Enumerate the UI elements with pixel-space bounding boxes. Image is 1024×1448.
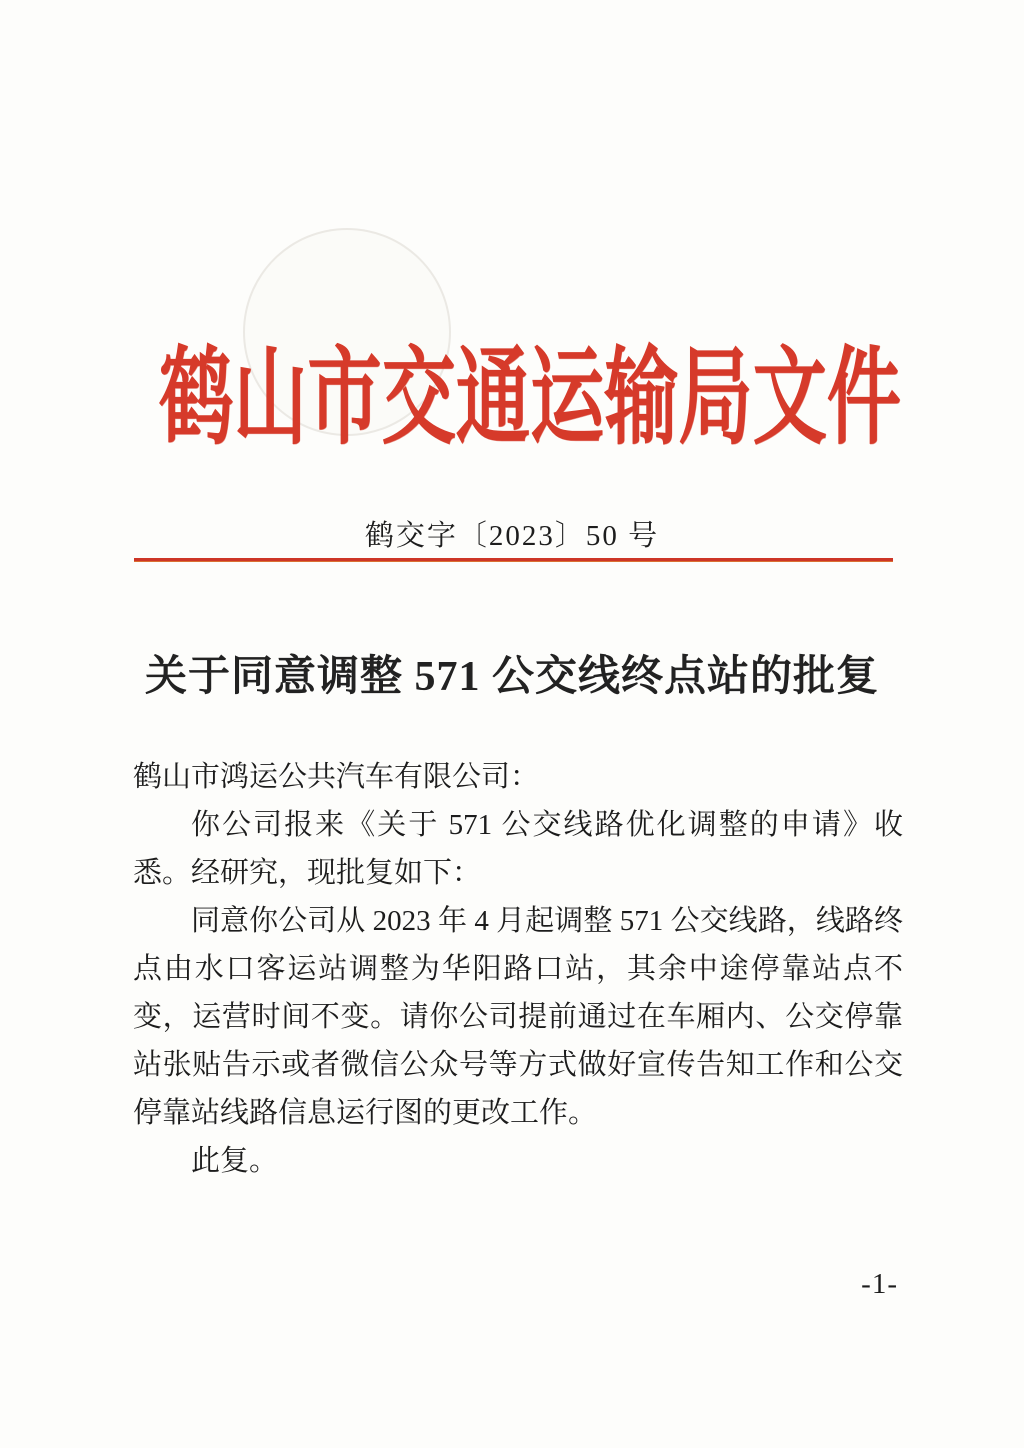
agency-header [0,340,1024,458]
document-body [133,753,903,1185]
page-number: -1- [861,1268,898,1300]
document-title: 关于同意调整 571 公交线终点站的批复 [144,654,879,700]
paragraph-intro: 你公司报来《关于 571 公交线路优化调整的申请》收悉。经研究，现批复如下： [133,809,903,889]
red-divider-line [134,558,893,562]
salutation-line: 鹤山市鸿运公共汽车有限公司： [133,761,540,793]
agency-title: 鹤山市交通运输局文件 [159,340,901,457]
paragraph-closing: 此复。 [191,1145,279,1177]
paragraph-approval: 同意你公司从 2023 年 4 月起调整 571 公交线路，线路终点由水口客运站调整为华阳路口站，其余中途停靠站点不变，运营时间不变。请你公司提前通过在车厢内、公交停靠站张贴告示或者微信公众号等方式做好宣传告知工作和公交停靠站线路信息运行图的更改工作。 [133,905,903,1129]
document-number: 鹤交字〔2023〕50 号 [364,520,660,552]
